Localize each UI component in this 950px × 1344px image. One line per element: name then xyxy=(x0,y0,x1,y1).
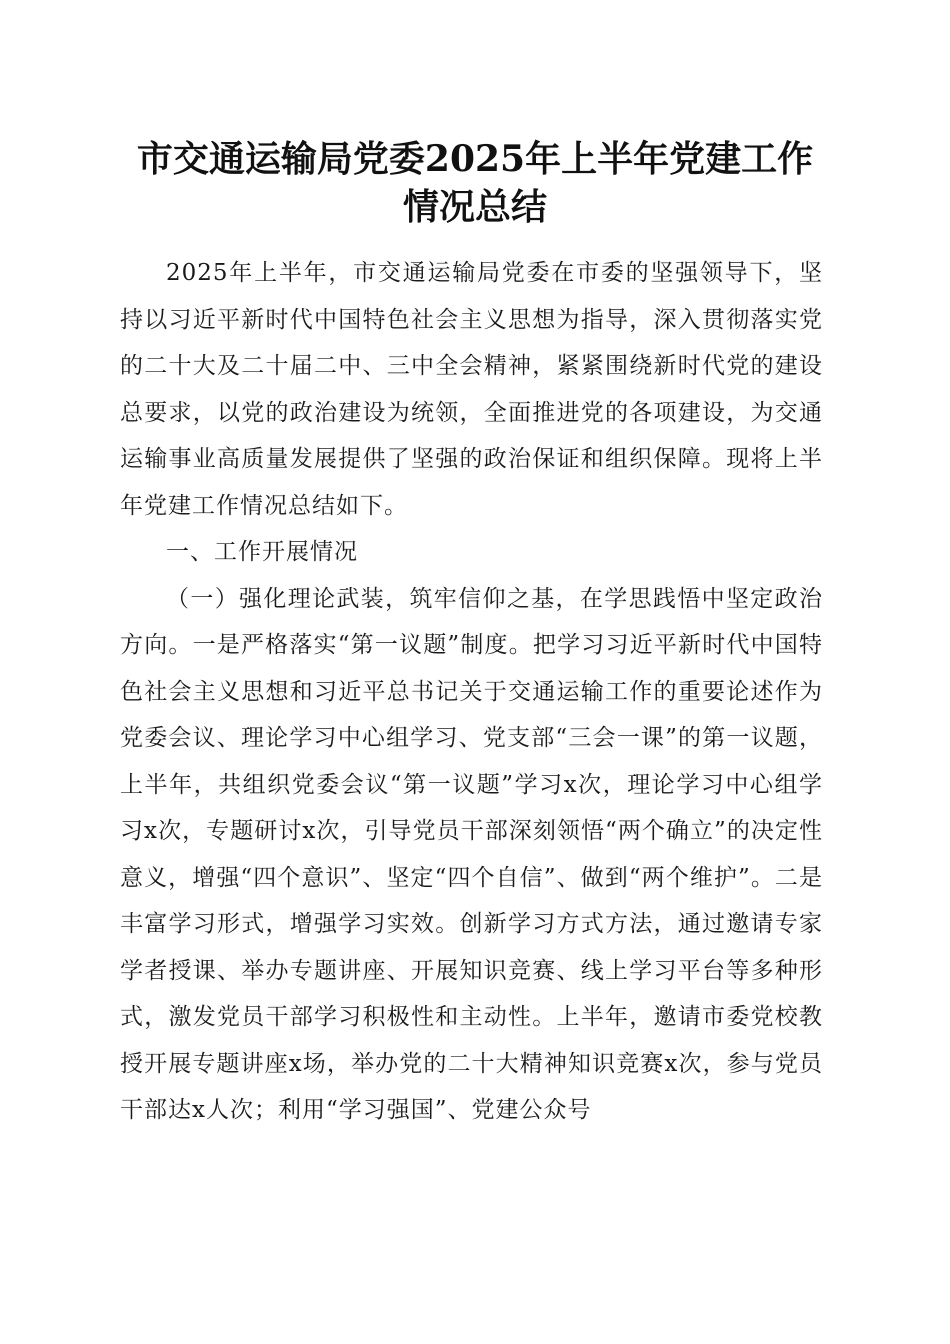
paragraph-body: 一是严格落实“第一议题”制度。把学习习近平新时代中国特色社会主义思想和习近平总书记关于交通运输工作的重要论述作为党委会议、理论学习中心组学习、党支部“三会一课”的第一议题，上半年，共组织党委会议“第一议题”学习x次，理论学习中心组学习x次，专题研讨x次，引导党员干部深刻领悟“两个确立”的决定性意义，增强“四个意识”、坚定“四个自信”、做到“两个维护”。二是丰富学习形式，增强学习实效。创新学习方式方法，通过邀请专家学者授课、举办专题讲座、开展知识竞赛、线上学习平台等多种形式，激发党员干部学习积极性和主动性。上半年，邀请市委党校教授开展专题讲座x场，举办党的二十大精神知识竞赛x次，参与党员干部达x人次；利用“学习强国”、党建公众号 xyxy=(120,632,823,1123)
document-body xyxy=(120,250,823,1134)
paragraph-lead: （一）强化理论武装，筑牢信仰之基，在学思践悟中坚定政治方向。 xyxy=(120,585,823,658)
document-title: 市交通运输局党委2025年上半年党建工作情况总结 xyxy=(136,138,814,228)
section-heading: 一、工作开展情况 xyxy=(166,539,358,565)
section-paragraph xyxy=(120,576,823,1134)
intro-paragraph: 2025年上半年，市交通运输局党委在市委的坚强领导下，坚持以习近平新时代中国特色社会主义思想为指导，深入贯彻落实党的二十大及二十届二中、三中全会精神，紧紧围绕新时代党的建设总要求，以党的政治建设为统领，全面推进党的各项建设，为交通运输事业高质量发展提供了坚强的政治保证和组织保障。现将上半年党建工作情况总结如下。 xyxy=(120,260,823,519)
